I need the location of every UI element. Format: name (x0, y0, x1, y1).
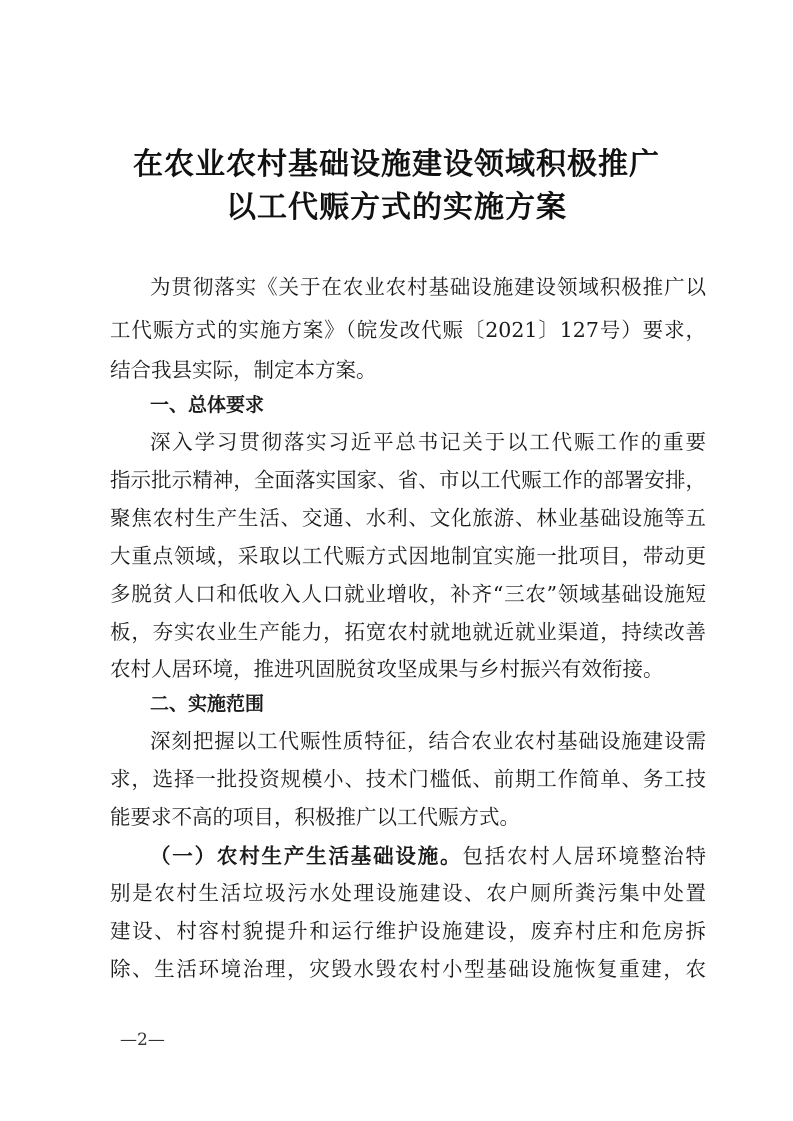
section2-heading: 二、实施范围 (150, 693, 265, 715)
section1-line-6: 板，夯实农业生产能力，拓宽农村就地就近就业渠道，持续改善 (110, 620, 706, 644)
section2-line-1: 深刻把握以工代赈性质特征，结合农业农村基础设施建设需 (150, 729, 706, 753)
intro-line-2: 工代赈方式的实施方案》（皖发改代赈〔2021〕127号）要求， (110, 318, 706, 342)
section2-line-3: 能要求不高的项目，积极推广以工代赈方式。 (110, 805, 520, 829)
intro-line-3: 结合我县实际，制定本方案。 (110, 358, 377, 382)
section1-line-3: 聚焦农村生产生活、交通、水利、文化旅游、林业基础设施等五 (110, 506, 706, 530)
section1-line-4: 大重点领域，采取以工代赈方式因地制宜实施一批项目，带动更 (110, 544, 706, 568)
section2-line-2: 求，选择一批投资规模小、技术门槛低、前期工作简单、务工技 (110, 767, 706, 791)
section2-sub1-line-1 (150, 846, 706, 867)
section1-heading: 一、总体要求 (150, 394, 265, 416)
section1-line-1: 深入学习贯彻落实习近平总书记关于以工代赈工作的重要 (150, 430, 706, 454)
document-title-line-2: 以工代赈方式的实施方案 (226, 190, 567, 225)
section2-sub1-line-3: 建设、村容村貌提升和运行维护设施建设，废弃村庄和危房拆 (110, 919, 706, 943)
section2-sub1-line-2: 别是农村生活垃圾污水处理设施建设、农户厕所粪污集中处置 (110, 881, 706, 905)
section2-sub1-label: （一）农村生产生活基础设施。 (150, 844, 463, 868)
section1-line-5: 多脱贫人口和低收入人口就业增收，补齐“三农”领域基础设施短 (110, 582, 706, 606)
intro-line-1: 为贯彻落实《关于在农业农村基础设施建设领域积极推广以 (150, 275, 706, 299)
section1-line-2: 指示批示精神，全面落实国家、省、市以工代赈工作的部署安排， (110, 468, 706, 492)
section1-line-7: 农村人居环境，推进巩固脱贫攻坚成果与乡村振兴有效衔接。 (110, 657, 664, 681)
document-title-line-1: 在农业农村基础设施建设领域积极推广 (133, 147, 660, 182)
section2-sub1-first-rest: 包括农村人居环境整治特 (462, 844, 706, 868)
section2-sub1-line-4: 除、生活环境治理，灾毁水毁农村小型基础设施恢复重建，农 (110, 957, 706, 981)
page-number: —2— (120, 1030, 165, 1050)
